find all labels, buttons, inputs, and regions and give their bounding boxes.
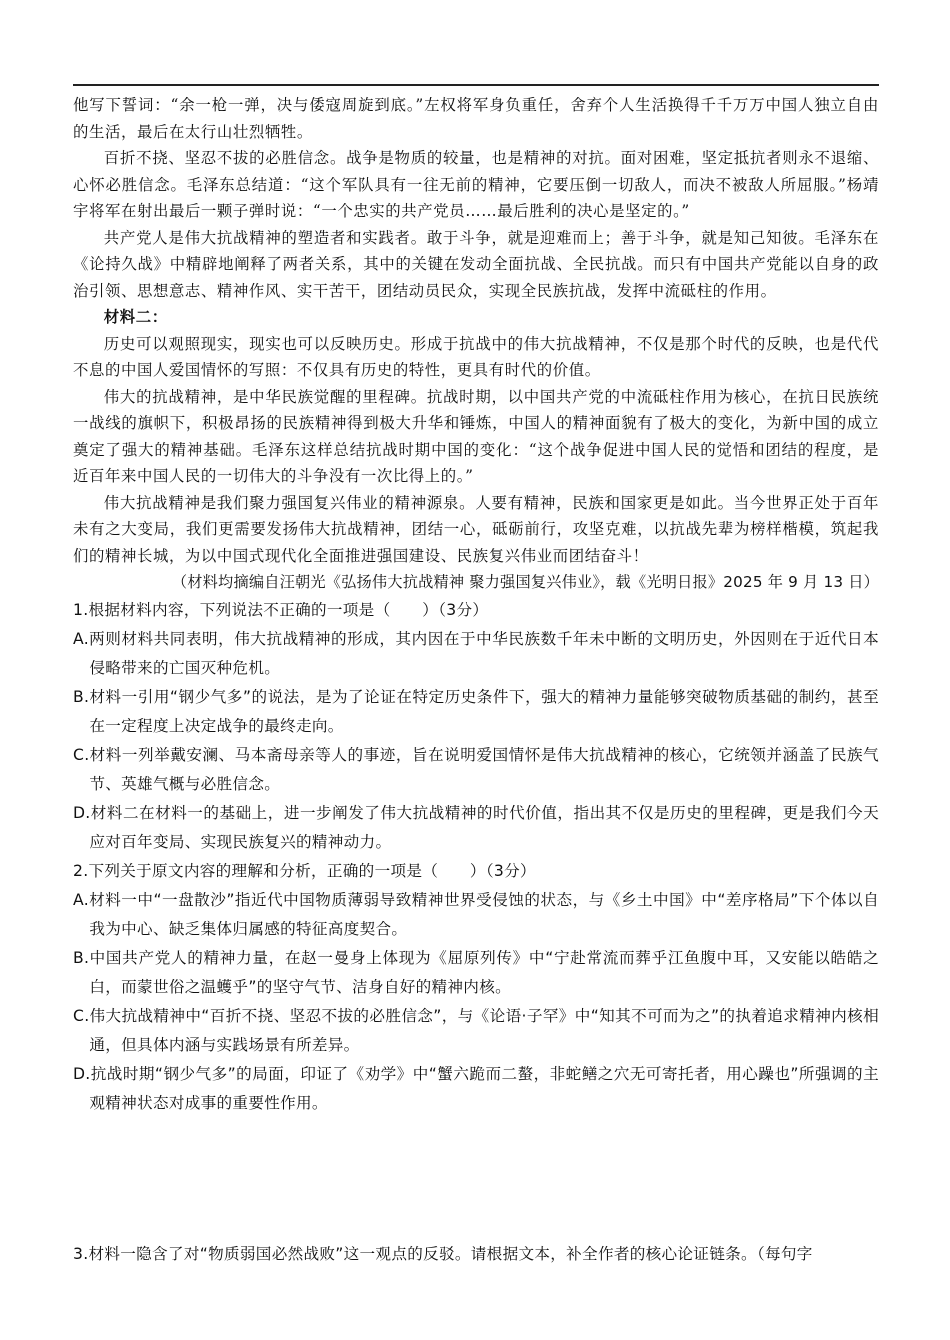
reading-passage — [73, 92, 879, 1118]
passage-paragraph: 百折不挠、坚忍不拔的必胜信念。战争是物质的较量，也是精神的对抗。面对困难，坚定抵抗者则永不退缩、心怀必胜信念。毛泽东总结道：“这个军队具有一往无前的精神，它要压倒一切敌人，而决不被敌人所屈服。”杨靖宇将军在射出最后一颗子弹时说：“一个忠实的共产党员……最后胜利的决心是坚定的。” — [73, 149, 879, 220]
source-citation: （材料均摘编自汪朝光《弘扬伟大抗战精神 聚力强国复兴伟业》，载《光明日报》2025 年 9 月 13 日） — [171, 573, 879, 591]
passage-paragraph: 他写下誓词：“余一枪一弹，决与倭寇周旋到底。”左权将军身负重任，舍弃个人生活换得千千万万中国人独立自由的生活，最后在太行山壮烈牺牲。 — [73, 96, 879, 141]
option-a: A.两则材料共同表明，伟大抗战精神的形成，其内因在于中华民族数千年未中断的文明历史，外因则在于近代日本侵略带来的亡国灭种危机。 — [73, 629, 879, 677]
passage-paragraph: 共产党人是伟大抗战精神的塑造者和实践者。敢于斗争，就是迎难而上；善于斗争，就是知己知彼。毛泽东在《论持久战》中精辟地阐释了两者关系，其中的关键在发动全面抗战、全民抗战。而只有中国共产党能以自身的政治引领、思想意志、精神作风、实干苦干，团结动员民众，实现全民族抗战，发挥中流砥柱的作用。 — [73, 228, 879, 300]
option-c: C.伟大抗战精神中“百折不挠、坚忍不拔的必胜信念”，与《论语·子罕》中“知其不可而为之”的执着追求精神内核相通，但具体内涵与实践场景有所差异。 — [73, 1006, 879, 1054]
option-b: B.材料一引用“钢少气多”的说法，是为了论证在特定历史条件下，强大的精神力量能够突破物质基础的制约，甚至在一定程度上决定战争的最终走向。 — [73, 687, 879, 735]
option-c: C.材料一列举戴安澜、马本斋母亲等人的事迹，旨在说明爱国情怀是伟大抗战精神的核心，它统领并涵盖了民族气节、英雄气概与必胜信念。 — [73, 745, 879, 793]
passage-paragraph: 伟大的抗战精神，是中华民族觉醒的里程碑。抗战时期，以中国共产党的中流砥柱作用为核心，在抗日民族统一战线的旗帜下，积极昂扬的民族精神得到极大升华和锤炼，中国人的精神面貌有了极大的变化，为新中国的成立奠定了强大的精神基础。毛泽东这样总结抗战时期中国的变化：“这个战争促进中国人民的觉悟和团结的程度，是近百年来中国人民的一切伟大的斗争没有一次比得上的。” — [73, 387, 879, 485]
question-stem: 2.下列关于原文内容的理解和分析，正确的一项是（ ）（3分） — [73, 861, 536, 880]
question-2 — [73, 857, 879, 1118]
passage-paragraph: 伟大抗战精神是我们聚力强国复兴伟业的精神源泉。人要有精神，民族和国家更是如此。当今世界正处于百年未有之大变局，我们更需要发扬伟大抗战精神，团结一心，砥砺前行，攻坚克难，以抗战先辈为榜样楷模，筑起我们的精神长城，为以中国式现代化全面推进强国建设、民族复兴伟业而团结奋斗！ — [73, 493, 879, 565]
question-3-stem: 3.材料一隐含了对“物质弱国必然战败”这一观点的反驳。请根据文本，补全作者的核心论证链条。（每句字 — [73, 1245, 813, 1263]
passage-paragraph: 历史可以观照现实，现实也可以反映历史。形成于抗战中的伟大抗战精神，不仅是那个时代的反映，也是代代不息的中国人爱国情怀的写照：不仅具有历史的特性，更具有时代的价值。 — [73, 334, 879, 379]
option-d: D.材料二在材料一的基础上，进一步阐发了伟大抗战精神的时代价值，指出其不仅是历史的里程碑，更是我们今天应对百年变局、实现民族复兴的精神动力。 — [73, 803, 879, 851]
question-stem: 1.根据材料内容，下列说法不正确的一项是（ ）（3分） — [73, 600, 489, 619]
top-divider — [73, 84, 879, 86]
option-d: D.抗战时期“钢少气多”的局面，印证了《劝学》中“蟹六跪而二螯，非蛇鳝之穴无可寄托者，用心躁也”所强调的主观精神状态对成事的重要性作用。 — [73, 1064, 879, 1112]
question-1 — [73, 596, 879, 857]
material-two-heading: 材料二： — [103, 308, 168, 326]
option-b: B.中国共产党人的精神力量，在赵一曼身上体现为《屈原列传》中“宁赴常流而葬乎江鱼腹中耳，又安能以皓皓之白，而蒙世俗之温蠖乎”的坚守气节、洁身自好的精神内核。 — [73, 948, 879, 996]
option-a: A.材料一中“一盘散沙”指近代中国物质薄弱导致精神世界受侵蚀的状态，与《乡土中国》中“差序格局”下个体以自我为中心、缺乏集体归属感的特征高度契合。 — [73, 890, 879, 938]
